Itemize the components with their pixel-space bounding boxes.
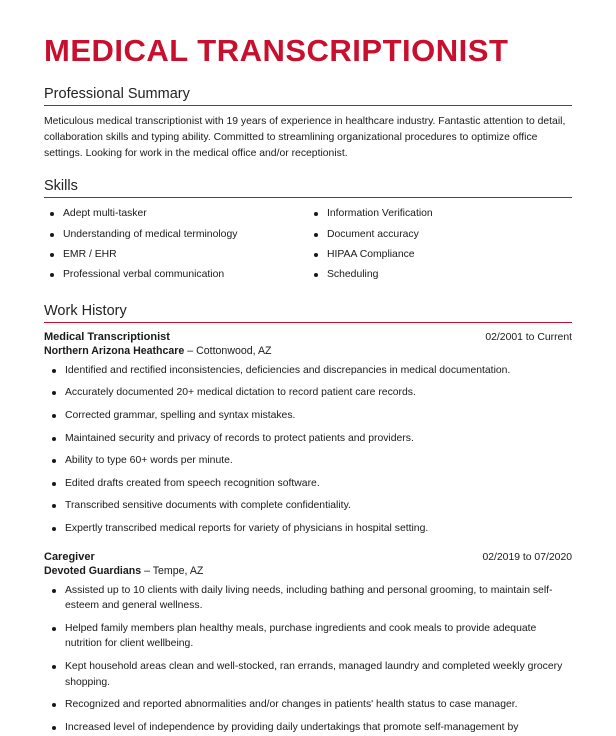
section-divider bbox=[44, 322, 572, 323]
list-item: Increased level of independence by providing daily undertakings that promote self-management by bbox=[44, 720, 572, 736]
job-dates: 02/2001 to Current bbox=[485, 331, 572, 343]
list-item: Edited drafts created from speech recognition software. bbox=[44, 476, 572, 492]
job-company-name: Northern Arizona Heathcare bbox=[44, 344, 185, 357]
work-history-section bbox=[44, 303, 572, 736]
section-divider bbox=[44, 105, 572, 106]
job-company-location: – Tempe, AZ bbox=[144, 564, 204, 577]
list-item: Identified and rectified inconsistencies, deficiencies and discrepancies in medical documentation. bbox=[44, 363, 572, 379]
job-dates: 02/2019 to 07/2020 bbox=[482, 551, 572, 563]
list-item: Adept multi-tasker bbox=[44, 206, 308, 221]
list-item: Recognized and reported abnormalities and/or changes in patients' health status to case manager. bbox=[44, 697, 572, 713]
list-item: Expertly transcribed medical reports for variety of physicians in hospital setting. bbox=[44, 521, 572, 537]
job-bullet-list bbox=[44, 583, 572, 736]
job-title: Caregiver bbox=[44, 550, 95, 563]
section-heading-skills: Skills bbox=[44, 178, 78, 195]
job-bullet-list bbox=[44, 363, 572, 537]
job-header bbox=[44, 551, 572, 563]
list-item: Accurately documented 20+ medical dictation to record patient care records. bbox=[44, 385, 572, 401]
section-heading-summary: Professional Summary bbox=[44, 86, 190, 103]
skills-list-left bbox=[44, 206, 308, 281]
list-item: Scheduling bbox=[308, 267, 572, 282]
job-entry bbox=[44, 331, 572, 537]
list-item: Information Verification bbox=[308, 206, 572, 221]
skills-columns bbox=[44, 206, 572, 286]
list-item: Professional verbal communication bbox=[44, 267, 308, 282]
section-divider bbox=[44, 197, 572, 198]
skills-section bbox=[44, 178, 572, 286]
list-item: Document accuracy bbox=[308, 227, 572, 242]
summary-text: Meticulous medical transcriptionist with 19 years of experience in healthcare industry. Fantastic attention to detail, collaboration skills and typing ability. Committed to streamlining organizational procedures to optimize office settings. Looking for work in the medical office and/or receptionist. bbox=[44, 116, 566, 160]
list-item: Ability to type 60+ words per minute. bbox=[44, 453, 572, 469]
job-entry bbox=[44, 551, 572, 736]
skills-column-right bbox=[308, 206, 572, 286]
page-title: MEDICAL TRANSCRIPTIONIST bbox=[44, 33, 509, 68]
job-title: Medical Transcriptionist bbox=[44, 330, 170, 343]
list-item: Understanding of medical terminology bbox=[44, 227, 308, 242]
section-heading-work-history: Work History bbox=[44, 302, 127, 319]
job-header bbox=[44, 331, 572, 343]
professional-summary-section bbox=[44, 86, 572, 162]
list-item: Helped family members plan healthy meals, purchase ingredients and cook meals to provide adequate nutrition for client wellbeing. bbox=[44, 621, 572, 652]
list-item: Transcribed sensitive documents with complete confidentiality. bbox=[44, 498, 572, 514]
list-item: HIPAA Compliance bbox=[308, 247, 572, 262]
list-item: EMR / EHR bbox=[44, 247, 308, 262]
job-company-line bbox=[44, 565, 572, 577]
list-item: Assisted up to 10 clients with daily living needs, including bathing and personal grooming, to maintain self-esteem and general wellness. bbox=[44, 583, 572, 614]
job-company-location: – Cottonwood, AZ bbox=[187, 344, 272, 357]
skills-column-left bbox=[44, 206, 308, 286]
job-company-line bbox=[44, 345, 572, 357]
list-item: Maintained security and privacy of records to protect patients and providers. bbox=[44, 431, 572, 447]
list-item: Kept household areas clean and well-stocked, ran errands, managed laundry and completed weekly grocery shopping. bbox=[44, 659, 572, 690]
list-item: Corrected grammar, spelling and syntax mistakes. bbox=[44, 408, 572, 424]
skills-list-right bbox=[308, 206, 572, 281]
job-company-name: Devoted Guardians bbox=[44, 564, 142, 577]
